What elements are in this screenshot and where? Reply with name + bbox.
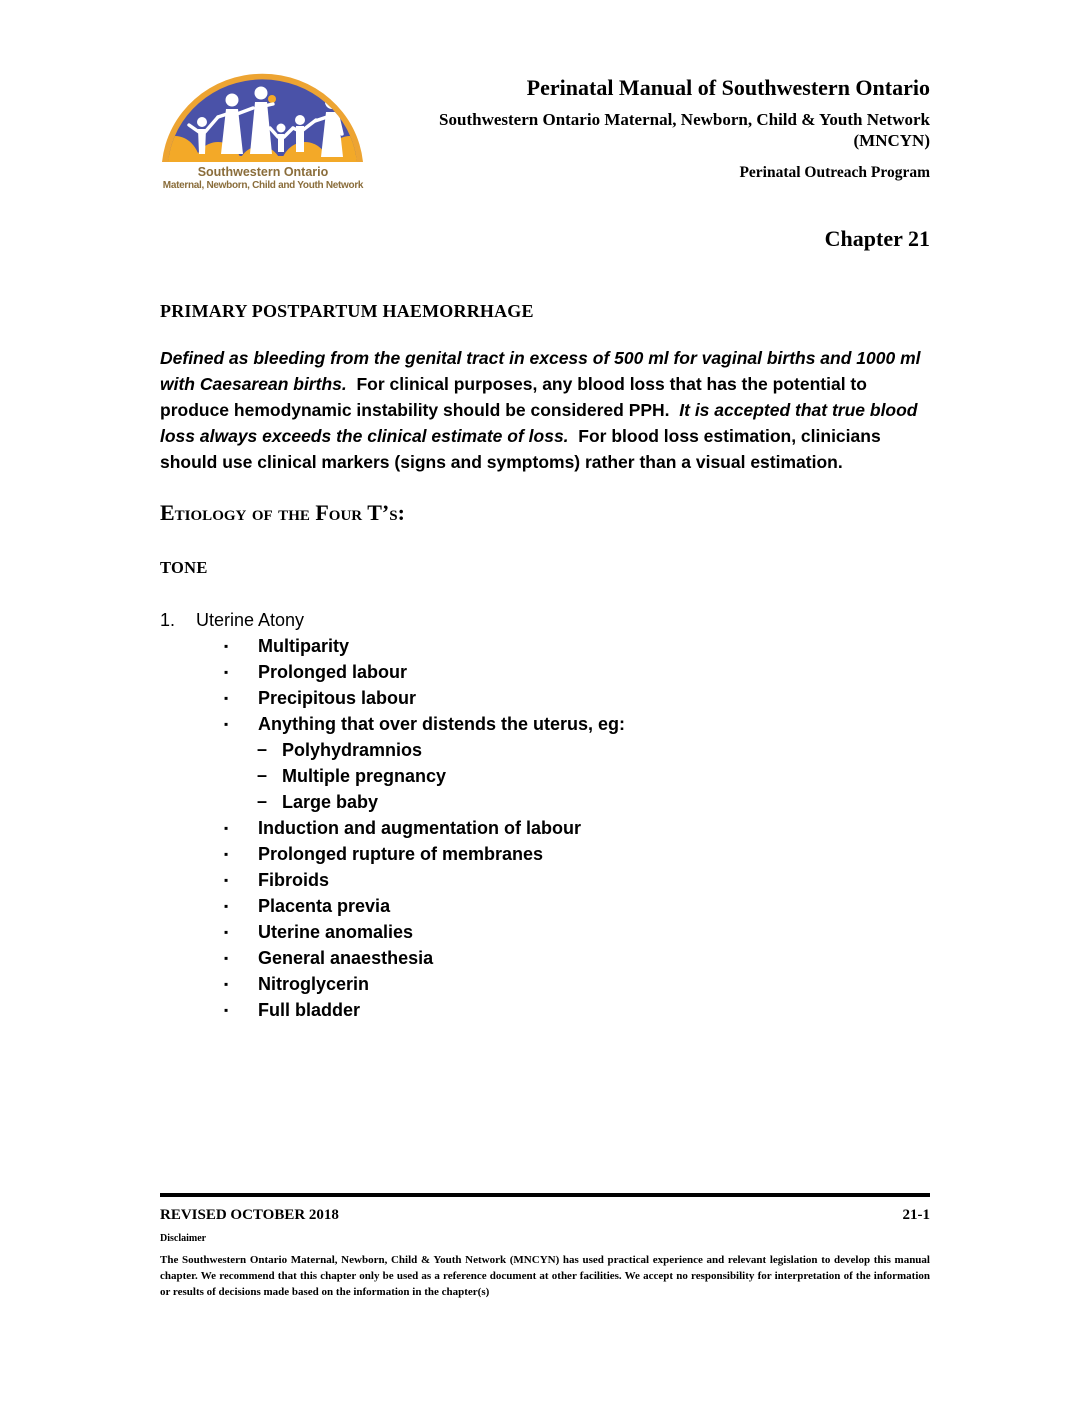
bullet-square-icon: ▪ (224, 717, 229, 731)
list-item-label: Prolonged rupture of membranes (258, 844, 544, 864)
chapter-label: Chapter 21 (824, 226, 930, 251)
list-item (160, 945, 930, 971)
list-item-label: Large baby (282, 792, 379, 812)
list-item (160, 815, 930, 841)
numbered-item-uterine-atony (160, 607, 930, 633)
list-item (160, 867, 930, 893)
revised-date: REVISED OCTOBER 2018 (160, 1207, 339, 1223)
list-item (160, 971, 930, 997)
intro-segment: It is accepted that true blood loss always exceeds the clinical estimate of loss. (160, 400, 923, 446)
list-item-label: Multiple pregnancy (282, 766, 447, 786)
page-number: 21-1 (902, 1207, 930, 1223)
list-item (160, 893, 930, 919)
list-item (160, 919, 930, 945)
revision-line (160, 1206, 930, 1224)
list-subitem (160, 763, 930, 789)
list-item (160, 659, 930, 685)
disclaimer-text: The Southwestern Ontario Maternal, Newborn, Child & Youth Network (MNCYN) has used practical experience and relevant legislation to develop this manual chapter. We recommend that this chapter only be used as a reference document at other facilities. We accept no responsibility for interpretation of the information or results of decisions made based on the information in the chapter(s) (160, 1254, 930, 1298)
family-dome-logo-icon (160, 62, 365, 162)
list-item-label: Fibroids (258, 870, 329, 890)
list-item-label: Multiparity (258, 636, 350, 656)
bullet-square-icon: ▪ (224, 873, 229, 887)
header-text-block (375, 62, 930, 182)
dash-bullet-icon: – (257, 739, 268, 759)
intro-segment: Defined as bleeding from the genital tract in excess of 500 ml for vaginal births and 1000 ml with Caesarean births. (160, 348, 926, 394)
list-item-label: Anything that over distends the uterus, eg: (258, 714, 626, 734)
list-item (160, 711, 930, 737)
list-item-label: Prolonged labour (258, 662, 408, 682)
intro-paragraph (160, 345, 930, 475)
bullet-square-icon: ▪ (224, 639, 229, 653)
disclaimer-heading: Disclaimer (160, 1233, 207, 1244)
page-footer (160, 1193, 930, 1300)
network-subtitle: Southwestern Ontario Maternal, Newborn, Child & Youth Network (439, 110, 930, 129)
list-item (160, 633, 930, 659)
document-heading: PRIMARY POSTPARTUM HAEMORRHAGE (160, 301, 534, 321)
bullet-square-icon: ▪ (224, 951, 229, 965)
numbered-item-label: Uterine Atony (196, 610, 305, 630)
list-number: 1. (160, 610, 176, 630)
bullet-square-icon: ▪ (224, 821, 229, 835)
logo-caption (138, 165, 388, 192)
logo-caption-line1: Southwestern Ontario (197, 165, 329, 179)
program-name: Perinatal Outreach Program (739, 164, 930, 181)
etiology-section-heading: Etiology of the Four T’s: (160, 500, 405, 525)
bullet-square-icon: ▪ (224, 899, 229, 913)
page-header (160, 62, 930, 192)
list-subitem (160, 789, 930, 815)
dash-bullet-icon: – (257, 791, 268, 811)
bullet-square-icon: ▪ (224, 925, 229, 939)
bullet-square-icon: ▪ (224, 977, 229, 991)
bullet-square-icon: ▪ (224, 1003, 229, 1017)
logo-caption-line2: Maternal, Newborn, Child and Youth Network (162, 180, 364, 191)
bullet-square-icon: ▪ (224, 847, 229, 861)
tone-subsection-heading: TONE (160, 558, 208, 577)
list-item-label: Polyhydramnios (282, 740, 423, 760)
footer-divider (160, 1193, 930, 1197)
intro-segment: For clinical purposes, any blood loss that has the potential to produce hemodynamic instability should be considered PPH. (160, 374, 872, 420)
list-item (160, 685, 930, 711)
network-abbreviation: (MNCYN) (853, 131, 930, 150)
list-item (160, 997, 930, 1023)
bullet-square-icon: ▪ (224, 691, 229, 705)
list-subitem (160, 737, 930, 763)
mncyn-logo (160, 62, 375, 192)
list-item-label: Placenta previa (258, 896, 391, 916)
list-item-label: Nitroglycerin (258, 974, 370, 994)
list-item-label: Uterine anomalies (258, 922, 414, 942)
tone-bullet-list (160, 633, 930, 1023)
intro-segment: For blood loss estimation, clinicians should use clinical markers (signs and symptoms) rather than a visual estimation. (160, 426, 886, 472)
manual-title: Perinatal Manual of Southwestern Ontario (526, 75, 930, 100)
list-item-label: Precipitous labour (258, 688, 417, 708)
list-item-label: Full bladder (258, 1000, 361, 1020)
list-item-label: Induction and augmentation of labour (258, 818, 581, 838)
dash-bullet-icon: – (257, 765, 268, 785)
list-item-label: General anaesthesia (258, 948, 434, 968)
list-item (160, 841, 930, 867)
bullet-square-icon: ▪ (224, 665, 229, 679)
